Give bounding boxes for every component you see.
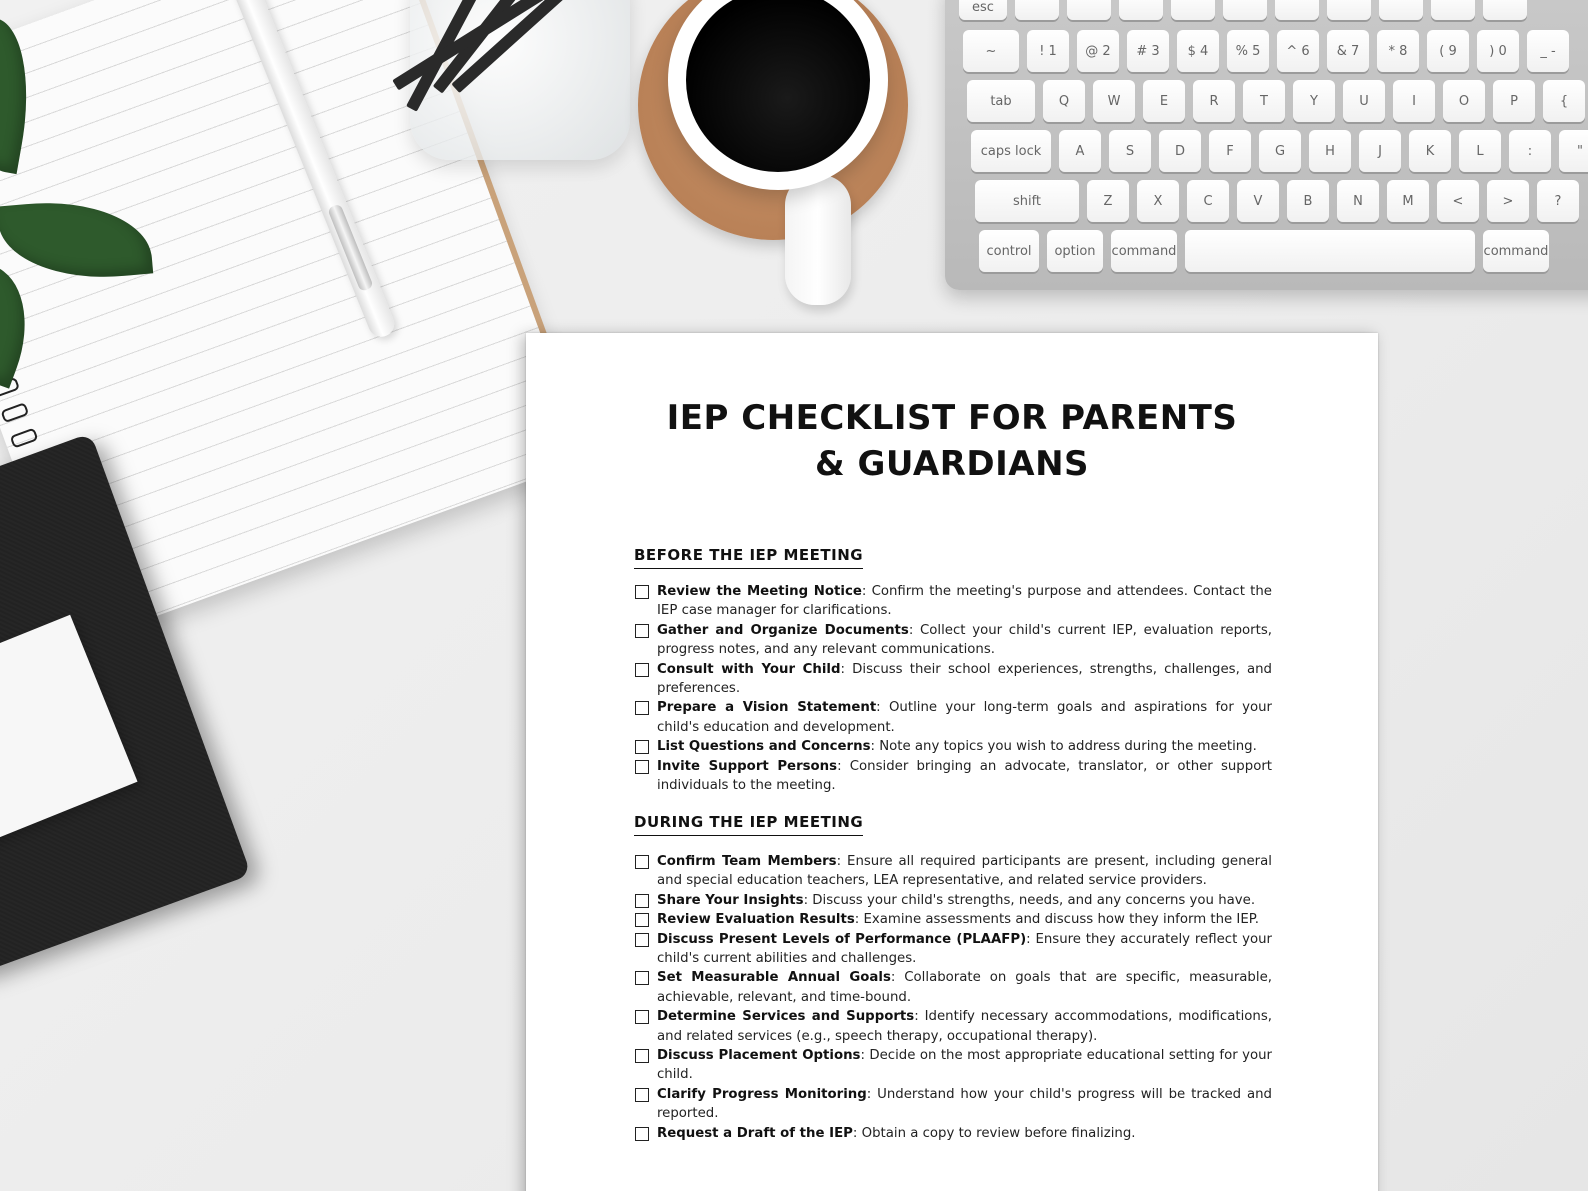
checklist-item <box>634 582 1272 621</box>
checklist-item-text: : Decide on the most appropriate educational setting for your child. <box>657 1048 1272 1083</box>
checklist-item <box>634 660 1272 699</box>
keyboard-key: G <box>1259 130 1301 172</box>
checklist-item <box>634 1007 1272 1046</box>
checklist-item-text: : Discuss their school experiences, strengths, challenges, and preferences. <box>657 661 1272 697</box>
checklist-item-text: : Obtain a copy to review before finalizing. <box>852 1125 1136 1141</box>
keyboard-key <box>1275 0 1319 20</box>
keyboard-row <box>975 180 1579 222</box>
checklist-item-term: Gather and Organize Documents <box>657 622 909 638</box>
checkbox[interactable] <box>635 1010 649 1024</box>
section-heading-during: DURING THE IEP MEETING <box>634 813 863 836</box>
checklist-item-text: : Examine assessments and discuss how they inform the IEP. <box>854 912 1259 928</box>
keyboard-key <box>1223 0 1267 20</box>
keyboard-key: option <box>1047 230 1103 272</box>
checkbox[interactable] <box>635 1088 649 1102</box>
checklist-item-term: Consult with Your Child <box>657 661 841 677</box>
keyboard-key: Y <box>1293 80 1335 122</box>
checklist-during <box>634 852 1272 1143</box>
spiral-ring <box>0 402 29 423</box>
checklist-item <box>634 852 1272 891</box>
checklist-before <box>634 582 1272 795</box>
checklist-item <box>634 968 1272 1007</box>
checklist-item-term: Review the Meeting Notice <box>657 584 862 599</box>
keyboard-row <box>971 130 1588 172</box>
checklist-item <box>634 757 1272 796</box>
keyboard-key: J <box>1359 130 1401 172</box>
keyboard-key: shift <box>975 180 1079 222</box>
keyboard-key <box>1327 0 1371 20</box>
checklist-item <box>634 1085 1272 1124</box>
keyboard-key: > <box>1487 180 1529 222</box>
document-title <box>526 395 1378 487</box>
keyboard-key: _ - <box>1527 30 1569 72</box>
keyboard-key: A <box>1059 130 1101 172</box>
keyboard-row <box>963 30 1569 72</box>
checkbox[interactable] <box>635 760 649 774</box>
keyboard-key: X <box>1137 180 1179 222</box>
keyboard-key <box>1067 0 1111 20</box>
keyboard-key: control <box>979 230 1039 272</box>
keyboard-key <box>1483 0 1527 20</box>
keyboard-key: % 5 <box>1227 30 1269 72</box>
checklist-item-text: : Discuss your child's strengths, needs, and any concerns you have. <box>803 892 1256 908</box>
keyboard-key: Z <box>1087 180 1129 222</box>
checklist-item-term: Confirm Team Members <box>657 854 837 869</box>
spiral-ring <box>10 428 39 449</box>
checklist-item-term: Request a Draft of the IEP <box>657 1125 853 1141</box>
keyboard-key: : <box>1509 130 1551 172</box>
keyboard-key: M <box>1387 180 1429 222</box>
checklist-item-text: : Identify necessary accommodations, modifications, and related services (e.g., speech therapy, occupational therapy). <box>657 1009 1272 1044</box>
keyboard-key: $ 4 <box>1177 30 1219 72</box>
checklist-item-text: : Ensure all required participants are present, including general and special education teachers, LEA representative, and related service providers. <box>657 854 1272 889</box>
keyboard-key: Q <box>1043 80 1085 122</box>
checkbox[interactable] <box>635 855 649 869</box>
checkbox[interactable] <box>635 1127 649 1141</box>
keyboard-key: ~ <box>963 30 1019 72</box>
checklist-item-term: Determine Services and Supports <box>657 1009 915 1025</box>
keyboard <box>945 0 1588 290</box>
checkbox[interactable] <box>635 624 649 638</box>
keyboard-key: V <box>1237 180 1279 222</box>
checklist-item-term: Review Evaluation Results <box>657 912 855 928</box>
keyboard-key: ) 0 <box>1477 30 1519 72</box>
checklist-item-term: Invite Support Persons <box>657 758 838 774</box>
checkbox[interactable] <box>635 701 649 715</box>
keyboard-key: # 3 <box>1127 30 1169 72</box>
checklist-item-text: : Outline your long-term goals and aspirations for your child's education and development. <box>657 700 1272 735</box>
keyboard-key <box>1015 0 1059 20</box>
keyboard-key <box>1379 0 1423 20</box>
keyboard-key: I <box>1393 80 1435 122</box>
checklist-item-term: Set Measurable Annual Goals <box>657 970 891 986</box>
checklist-item-text: : Consider bringing an advocate, translator, or other support individuals to the meeting. <box>657 758 1273 794</box>
checklist-item <box>634 910 1272 929</box>
keyboard-key: & 7 <box>1327 30 1369 72</box>
keyboard-key: B <box>1287 180 1329 222</box>
keyboard-key: ? <box>1537 180 1579 222</box>
checklist-item <box>634 1124 1272 1143</box>
checkbox[interactable] <box>635 933 649 947</box>
checklist-item-term: Share Your Insights <box>657 892 804 908</box>
keyboard-key: O <box>1443 80 1485 122</box>
checklist-item-text: : Ensure they accurately reflect your child's current abilities and challenges. <box>657 931 1272 967</box>
checklist-item-text: : Understand how your child's progress will be tracked and reported. <box>657 1086 1272 1122</box>
keyboard-row <box>967 80 1585 122</box>
checklist-item <box>634 698 1272 737</box>
checkbox[interactable] <box>635 663 649 677</box>
keyboard-key: H <box>1309 130 1351 172</box>
keyboard-key: T <box>1243 80 1285 122</box>
keyboard-key: P <box>1493 80 1535 122</box>
keyboard-key: C <box>1187 180 1229 222</box>
section-heading-before: BEFORE THE IEP MEETING <box>634 546 863 569</box>
checklist-item-term: Prepare a Vision Statement <box>657 700 877 716</box>
checklist-item-term: Discuss Present Levels of Performance (PLAAFP) <box>657 931 1027 947</box>
pencil-jar <box>410 0 630 160</box>
keyboard-key: L <box>1459 130 1501 172</box>
keyboard-key: E <box>1143 80 1185 122</box>
keyboard-key: < <box>1437 180 1479 222</box>
checkbox[interactable] <box>635 894 649 908</box>
keyboard-key: R <box>1193 80 1235 122</box>
mug-handle <box>785 175 851 305</box>
keyboard-key: * 8 <box>1377 30 1419 72</box>
title-line-2: & GUARDIANS <box>814 444 1090 484</box>
keyboard-key: command <box>1483 230 1549 272</box>
coffee <box>686 0 870 172</box>
keyboard-key: command <box>1111 230 1177 272</box>
keyboard-key: ^ 6 <box>1277 30 1319 72</box>
keyboard-key <box>1185 230 1475 272</box>
checklist-item <box>634 930 1272 969</box>
checklist-item <box>634 1046 1272 1085</box>
keyboard-key: S <box>1109 130 1151 172</box>
keyboard-key <box>1431 0 1475 20</box>
checkbox[interactable] <box>635 740 649 754</box>
keyboard-key <box>1119 0 1163 20</box>
checklist-item-text: : Collect your child's current IEP, evaluation reports, progress notes, and any relevant communications. <box>657 622 1272 658</box>
checklist-item-term: Discuss Placement Options <box>657 1048 861 1064</box>
keyboard-key: F <box>1209 130 1251 172</box>
keyboard-key: { <box>1543 80 1585 122</box>
checklist-item <box>634 737 1272 756</box>
checkbox[interactable] <box>635 1049 649 1063</box>
keyboard-key: ( 9 <box>1427 30 1469 72</box>
checkbox[interactable] <box>635 913 649 927</box>
checkbox[interactable] <box>635 585 649 599</box>
keyboard-key: @ 2 <box>1077 30 1119 72</box>
keyboard-key: D <box>1159 130 1201 172</box>
checklist-item-text: : Collaborate on goals that are specific, measurable, achievable, relevant, and time-bound. <box>657 970 1272 1005</box>
checkbox[interactable] <box>635 971 649 985</box>
keyboard-key: K <box>1409 130 1451 172</box>
keyboard-key: caps lock <box>971 130 1051 172</box>
keyboard-key: W <box>1093 80 1135 122</box>
checklist-item <box>634 891 1272 910</box>
checklist-item-text: : Confirm the meeting's purpose and attendees. Contact the IEP case manager for clarifications. <box>657 584 1272 619</box>
keyboard-key: esc <box>959 0 1007 20</box>
title-line-1: IEP CHECKLIST FOR PARENTS <box>666 398 1238 438</box>
keyboard-key: U <box>1343 80 1385 122</box>
checklist-document <box>526 333 1378 1191</box>
checklist-item-text: : Note any topics you wish to address during the meeting. <box>870 739 1257 755</box>
keyboard-key <box>1171 0 1215 20</box>
keyboard-key: " <box>1559 130 1588 172</box>
checklist-item <box>634 621 1272 660</box>
checklist-item-term: Clarify Progress Monitoring <box>657 1086 867 1102</box>
keyboard-key: tab <box>967 80 1035 122</box>
keyboard-key: N <box>1337 180 1379 222</box>
keyboard-key: ! 1 <box>1027 30 1069 72</box>
keyboard-row <box>979 230 1549 272</box>
checklist-item-term: List Questions and Concerns <box>657 739 871 755</box>
